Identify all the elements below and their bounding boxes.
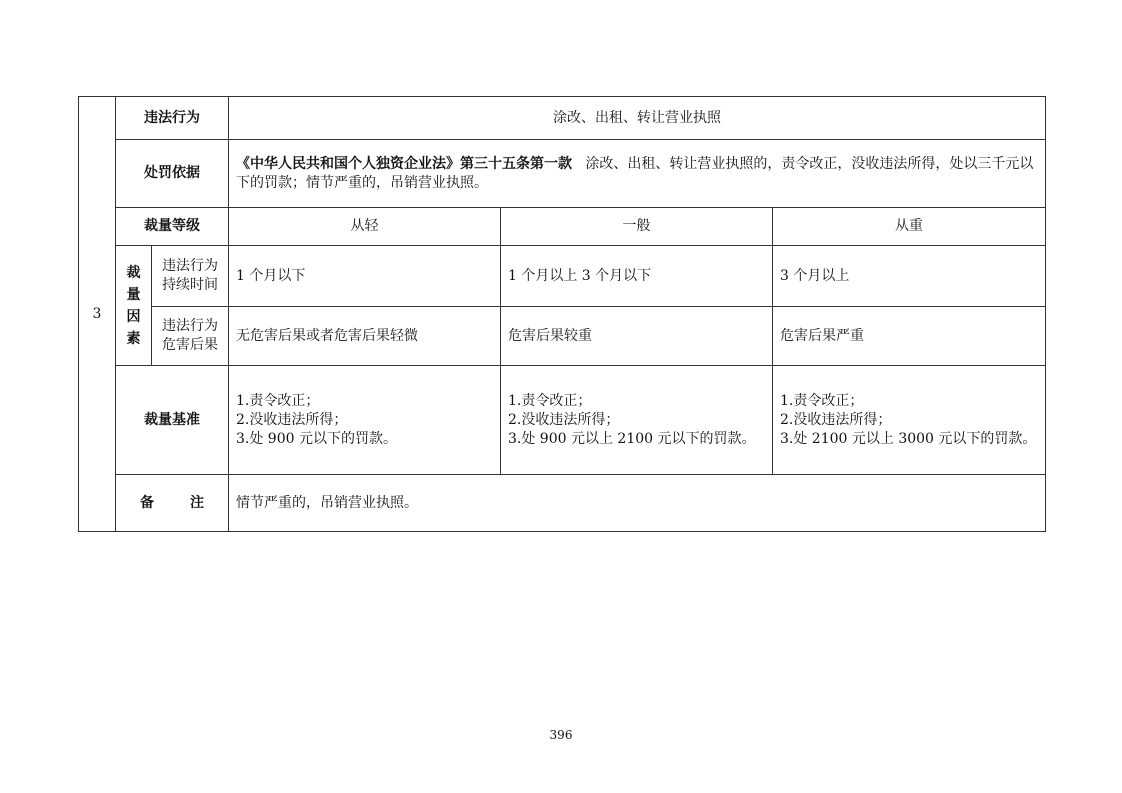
standard-heavy [773,366,1046,475]
penalty-discretion-table [78,96,1046,532]
standard-line: 2.没收违法所得； [780,411,892,428]
standard-line: 1.责令改正； [236,392,320,409]
basis-cell [229,140,1046,208]
basis-text: 涂改、出租、转让营业执照的，责令改正，没收违法所得，处以三千元以下的罚款；情节严重的，吊销营业执照。 [236,155,1034,191]
factor-label-char: 裁 [126,264,141,281]
standard-normal [501,366,773,475]
factor-duration-heavy: 3 个月以上 [773,246,1046,307]
violation-value: 涂改、出租、转让营业执照 [229,97,1046,140]
factor-label-char: 因 [126,308,141,325]
factor-duration-normal: 1 个月以上 3 个月以下 [501,246,773,307]
standard-line: 2.没收违法所得； [508,411,620,428]
page-number: 396 [549,728,573,742]
standard-line: 3.处 900 元以上 2100 元以下的罚款。 [508,430,756,447]
grade-label: 裁量等级 [116,208,229,246]
standard-line: 1.责令改正； [508,392,592,409]
factor-name-line: 违法行为 [162,318,218,334]
standard-line: 3.处 2100 元以上 3000 元以下的罚款。 [780,430,1037,447]
standard-label: 裁量基准 [116,366,229,475]
factor-name-line: 危害后果 [162,337,218,353]
factor-label [116,246,152,366]
standard-line: 3.处 900 元以下的罚款。 [236,430,397,447]
factor-harm-light: 无危害后果或者危害后果轻微 [229,307,501,366]
factor-name-line: 违法行为 [162,258,218,274]
factor-harm-heavy: 危害后果严重 [773,307,1046,366]
factor-label-char: 素 [126,330,141,347]
remark-label-char: 备 [140,494,154,511]
violation-label: 违法行为 [116,97,229,140]
factor-harm-normal: 危害后果较重 [501,307,773,366]
factor-harm-name [152,307,229,366]
remark-value: 情节严重的，吊销营业执照。 [229,475,1046,532]
standard-line: 2.没收违法所得； [236,411,348,428]
factor-label-char: 量 [126,286,141,303]
grade-heavy: 从重 [773,208,1046,246]
standard-light [229,366,501,475]
row-index: 3 [79,97,116,532]
grade-normal: 一般 [501,208,773,246]
remark-label [116,475,229,532]
basis-law: 《中华人民共和国个人独资企业法》第三十五条第一款 [236,155,572,172]
basis-label: 处罚依据 [116,140,229,208]
factor-name-line: 持续时间 [162,277,218,293]
factor-duration-light: 1 个月以下 [229,246,501,307]
factor-duration-name [152,246,229,307]
grade-light: 从轻 [229,208,501,246]
standard-line: 1.责令改正； [780,392,864,409]
remark-label-char: 注 [190,494,204,511]
